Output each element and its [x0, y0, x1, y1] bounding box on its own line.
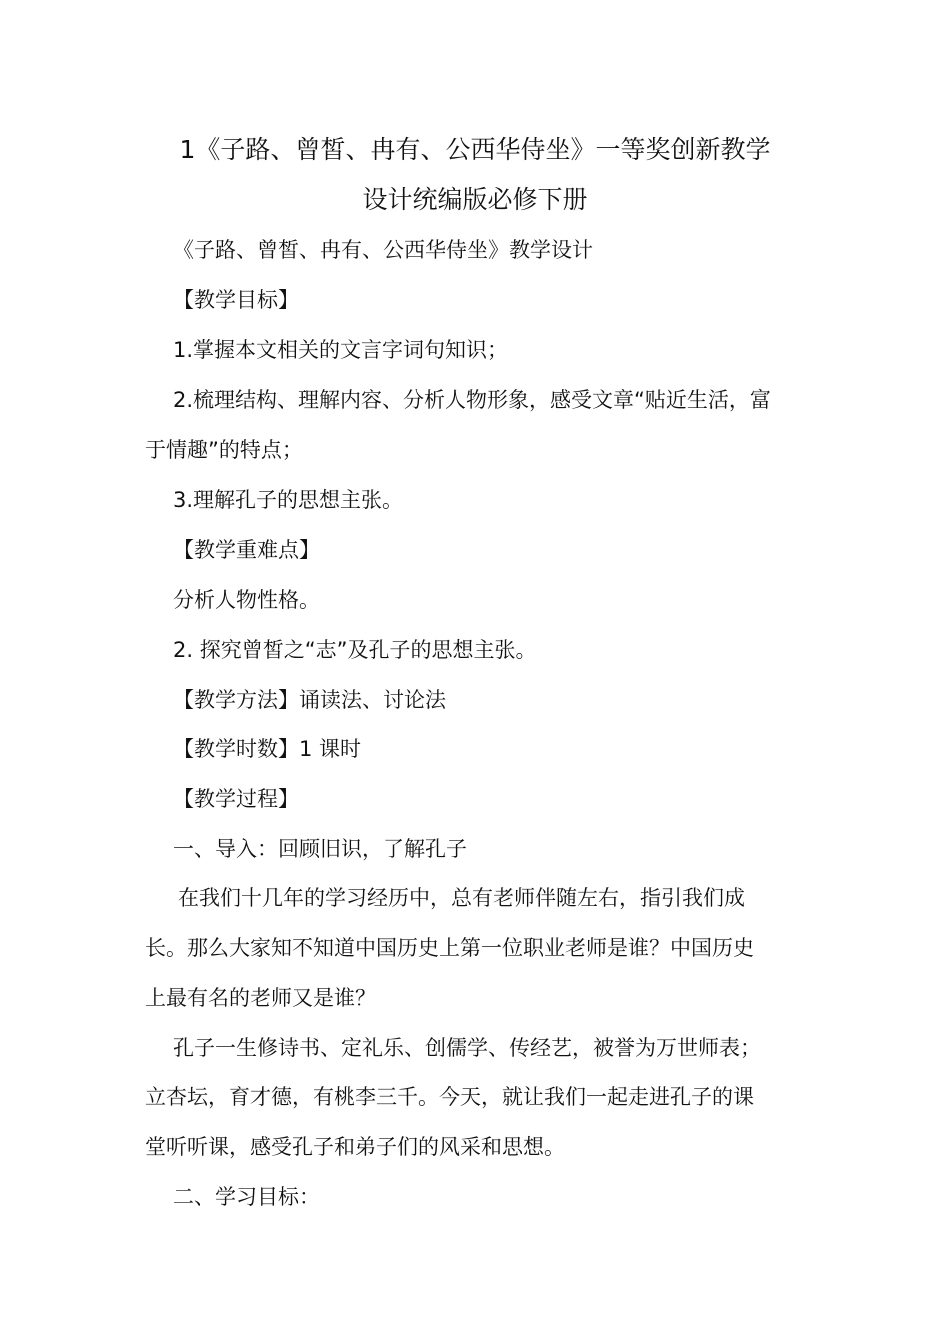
keypoint-item-1: 分析人物性格。 — [173, 588, 320, 612]
paragraph-1-line-2: 长。那么大家知不知道中国历史上第一位职业老师是谁？中国历史 — [145, 936, 754, 960]
process-heading: 【教学过程】 — [173, 787, 299, 811]
paragraph-1-line-1: 在我们十几年的学习经历中，总有老师伴随左右，指引我们成 — [178, 886, 745, 910]
paragraph-2-line-2: 立杏坛，育才德，有桃李三千。今天，就让我们一起走进孔子的课 — [145, 1085, 754, 1109]
goal-item-2: 2.梳理结构、理解内容、分析人物形象，感受文章“贴近生活，富 — [173, 388, 771, 412]
keypoints-heading: 【教学重难点】 — [173, 538, 320, 562]
goal-item-1: 1.掌握本文相关的文言字词句知识； — [173, 338, 509, 362]
keypoint-item-2: 2. 探究曾皙之“志”及孔子的思想主张。 — [173, 638, 537, 662]
section-1-heading: 一、导入：回顾旧识，了解孔子 — [173, 837, 467, 861]
document-title-line-2: 设计统编版必修下册 — [362, 185, 588, 214]
lesson-subtitle: 《子路、曾皙、冉有、公西华侍坐》教学设计 — [173, 238, 593, 262]
paragraph-2-line-1: 孔子一生修诗书、定礼乐、创儒学、传经艺，被誉为万世师表； — [173, 1036, 761, 1060]
goals-heading: 【教学目标】 — [173, 288, 299, 312]
goal-item-3: 3.理解孔子的思想主张。 — [173, 488, 404, 512]
goal-item-2-continued: 于情趣”的特点； — [145, 438, 303, 462]
teaching-hours: 【教学时数】1 课时 — [173, 737, 362, 761]
paragraph-1-line-3: 上最有名的老师又是谁？ — [145, 986, 376, 1010]
paragraph-2-line-3: 堂听听课，感受孔子和弟子们的风采和思想。 — [145, 1135, 565, 1159]
teaching-method: 【教学方法】诵读法、讨论法 — [173, 688, 446, 712]
section-2-heading: 二、学习目标： — [173, 1185, 320, 1209]
document-title-line-1: 1《子路、曾皙、冉有、公西华侍坐》一等奖创新教学 — [179, 135, 771, 164]
